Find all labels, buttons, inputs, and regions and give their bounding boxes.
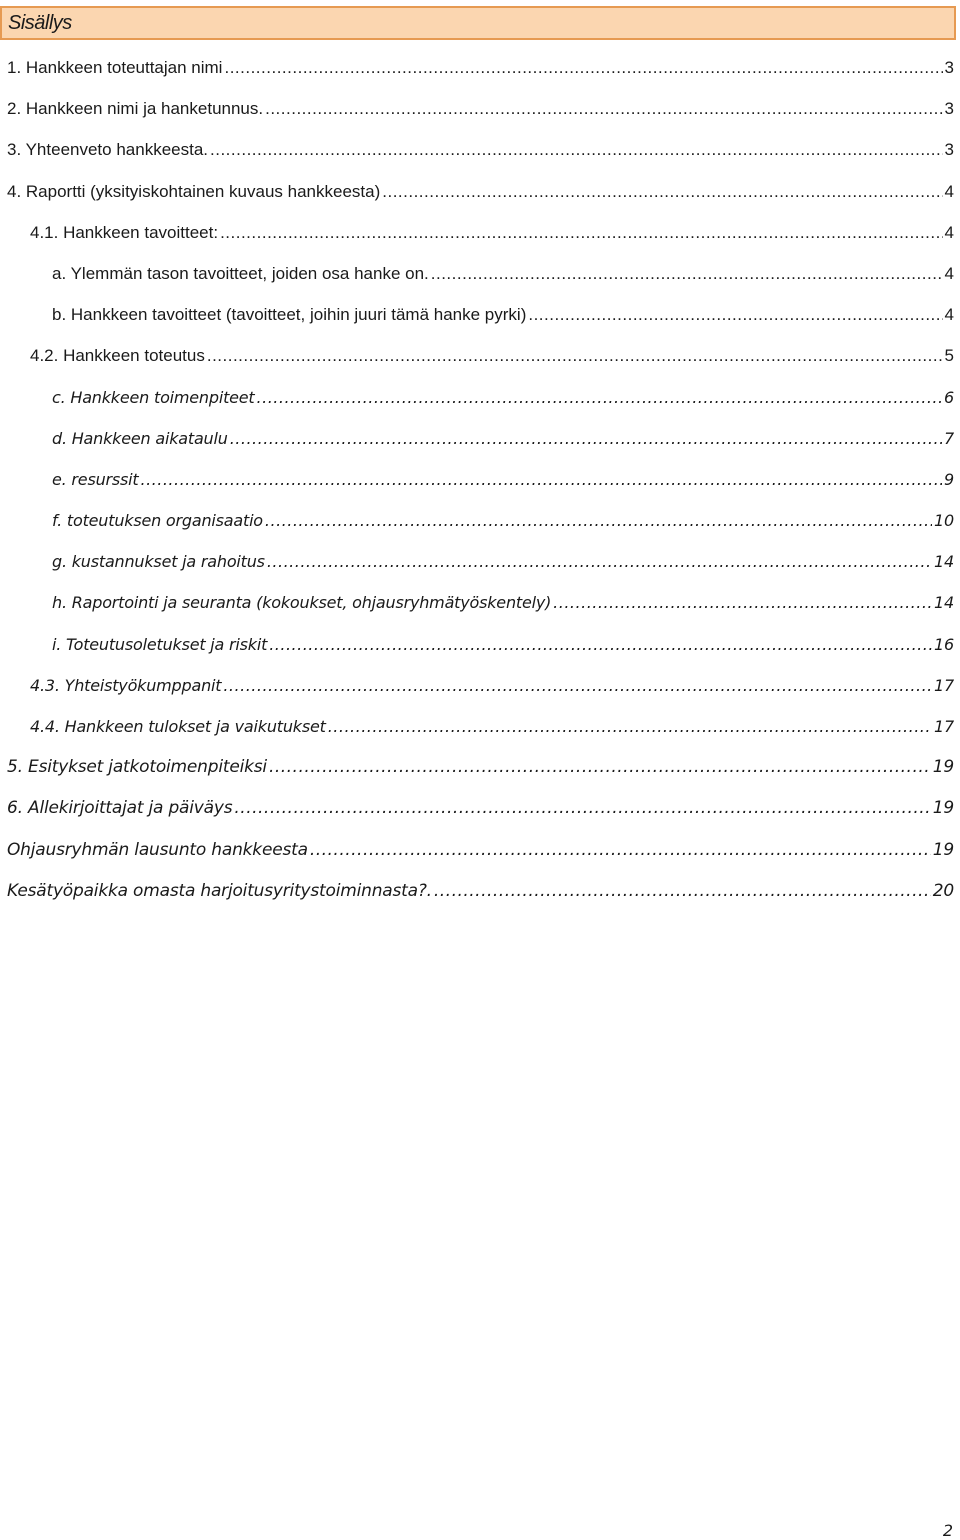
toc-entry-label: c. Hankkeen toimenpiteet [52,387,255,407]
toc-entry[interactable] [0,294,954,335]
toc-leader-dots [553,582,932,623]
toc-entry-label: 4.1. Hankkeen tavoitteet: [30,222,219,242]
toc-entry-label: b. Hankkeen tavoitteet (tavoitteet, joihin juuri tämä hanke pyrki) [52,305,527,325]
toc-entry-page: 10 [934,511,954,531]
toc-entry-label: 4.3. Yhteistyökumppanit [30,675,222,695]
toc-entry[interactable] [0,377,954,418]
toc-entry-page: 4 [944,222,954,242]
toc-entry-label: i. Toteutusoletukset ja riskit [52,634,268,654]
toc-entry[interactable] [0,747,954,788]
toc-entry[interactable] [0,788,954,829]
toc-leader-dots [207,335,943,376]
toc-leader-dots [265,500,932,541]
toc-leader-dots [382,171,942,212]
toc-entry[interactable] [0,500,954,541]
toc-leader-dots [140,459,942,500]
toc-entry-page: 3 [944,99,954,119]
toc-entry[interactable] [0,624,954,665]
toc-entry-label: 2. Hankkeen nimi ja hanketunnus. [7,99,264,119]
toc-entry-page: 4 [944,305,954,325]
page-number: 2 [942,1521,953,1540]
toc-entry-page: 5 [944,346,954,366]
toc-entry-label: 6. Allekirjoittajat ja päiväys [7,798,233,819]
toc-leader-dots [230,418,942,459]
toc-entry-page: 17 [934,675,954,695]
toc-entry[interactable] [0,871,954,912]
toc-entry[interactable] [0,335,954,376]
toc-entry-label: a. Ylemmän tason tavoitteet, joiden osa hanke on. [52,263,429,283]
toc-entry-page: 7 [944,428,954,448]
toc-leader-dots [220,212,942,253]
toc-leader-dots [223,665,932,706]
toc-entry[interactable] [0,459,954,500]
toc-entry-label: 4.4. Hankkeen tulokset ja vaikutukset [30,717,326,736]
toc-leader-dots [269,747,931,788]
toc-entry-label: 3. Yhteenveto hankkeesta. [7,140,209,160]
toc-entry-page: 20 [932,880,954,901]
toc-entry[interactable] [0,706,954,747]
toc-entry-page: 4 [944,263,954,283]
toc-leader-dots [269,624,932,665]
toc-entry[interactable] [0,212,954,253]
toc-leader-dots [528,294,942,335]
toc-heading: Sisällys [8,12,72,34]
toc-leader-dots [210,129,943,170]
toc-entry-page: 14 [934,593,954,613]
toc-entry-page: 19 [932,757,954,778]
toc-entry-label: 4.2. Hankkeen toteutus [30,346,205,366]
toc-entry-page: 3 [944,140,954,160]
toc-entry-label: e. resurssit [52,469,139,489]
toc-entry-label: Ohjausryhmän lausunto hankkeesta [7,839,308,860]
toc-entry-page: 19 [932,798,954,819]
toc-entry-label: 4. Raportti (yksityiskohtainen kuvaus hankkeesta) [7,181,381,201]
toc-entry[interactable] [0,88,954,129]
toc-entry[interactable] [0,129,954,170]
toc-entry-label: Kesätyöpaikka omasta harjoitusyritystoiminnasta?. [7,880,432,901]
toc-leader-dots [265,88,942,129]
toc-leader-dots [234,788,930,829]
toc-heading-box [0,6,956,40]
toc-entry[interactable] [0,171,954,212]
toc-entry-page: 19 [932,839,954,860]
toc-entry[interactable] [0,541,954,582]
toc-entry-label: h. Raportointi ja seuranta (kokoukset, ohjausryhmätyöskentely) [52,593,552,613]
toc-entry-page: 4 [944,181,954,201]
toc-entry-page: 9 [944,469,954,489]
toc-entry-label: f. toteutuksen organisaatio [52,511,263,531]
toc-entry-page: 3 [944,58,954,77]
toc-entry-page: 6 [944,387,954,407]
toc-entry-label: g. kustannukset ja rahoitus [52,552,265,572]
table-of-contents [0,47,954,912]
toc-entry[interactable] [0,582,954,623]
toc-entry-page: 16 [934,634,954,654]
toc-entry-label: 1. Hankkeen toteuttajan nimi [7,58,223,77]
toc-entry[interactable] [0,830,954,871]
toc-leader-dots [328,706,932,747]
toc-leader-dots [310,830,931,871]
toc-entry-label: 5. Esitykset jatkotoimenpiteiksi [7,757,267,778]
toc-entry-page: 14 [934,552,954,572]
toc-leader-dots [267,541,932,582]
toc-entry[interactable] [0,253,954,294]
toc-leader-dots [431,253,943,294]
toc-entry[interactable] [0,665,954,706]
toc-leader-dots [257,377,943,418]
toc-entry[interactable] [0,47,954,88]
toc-entry-page: 17 [934,717,954,736]
toc-entry[interactable] [0,418,954,459]
toc-leader-dots [224,47,942,88]
toc-entry-label: d. Hankkeen aikataulu [52,428,228,448]
toc-leader-dots [434,871,931,912]
